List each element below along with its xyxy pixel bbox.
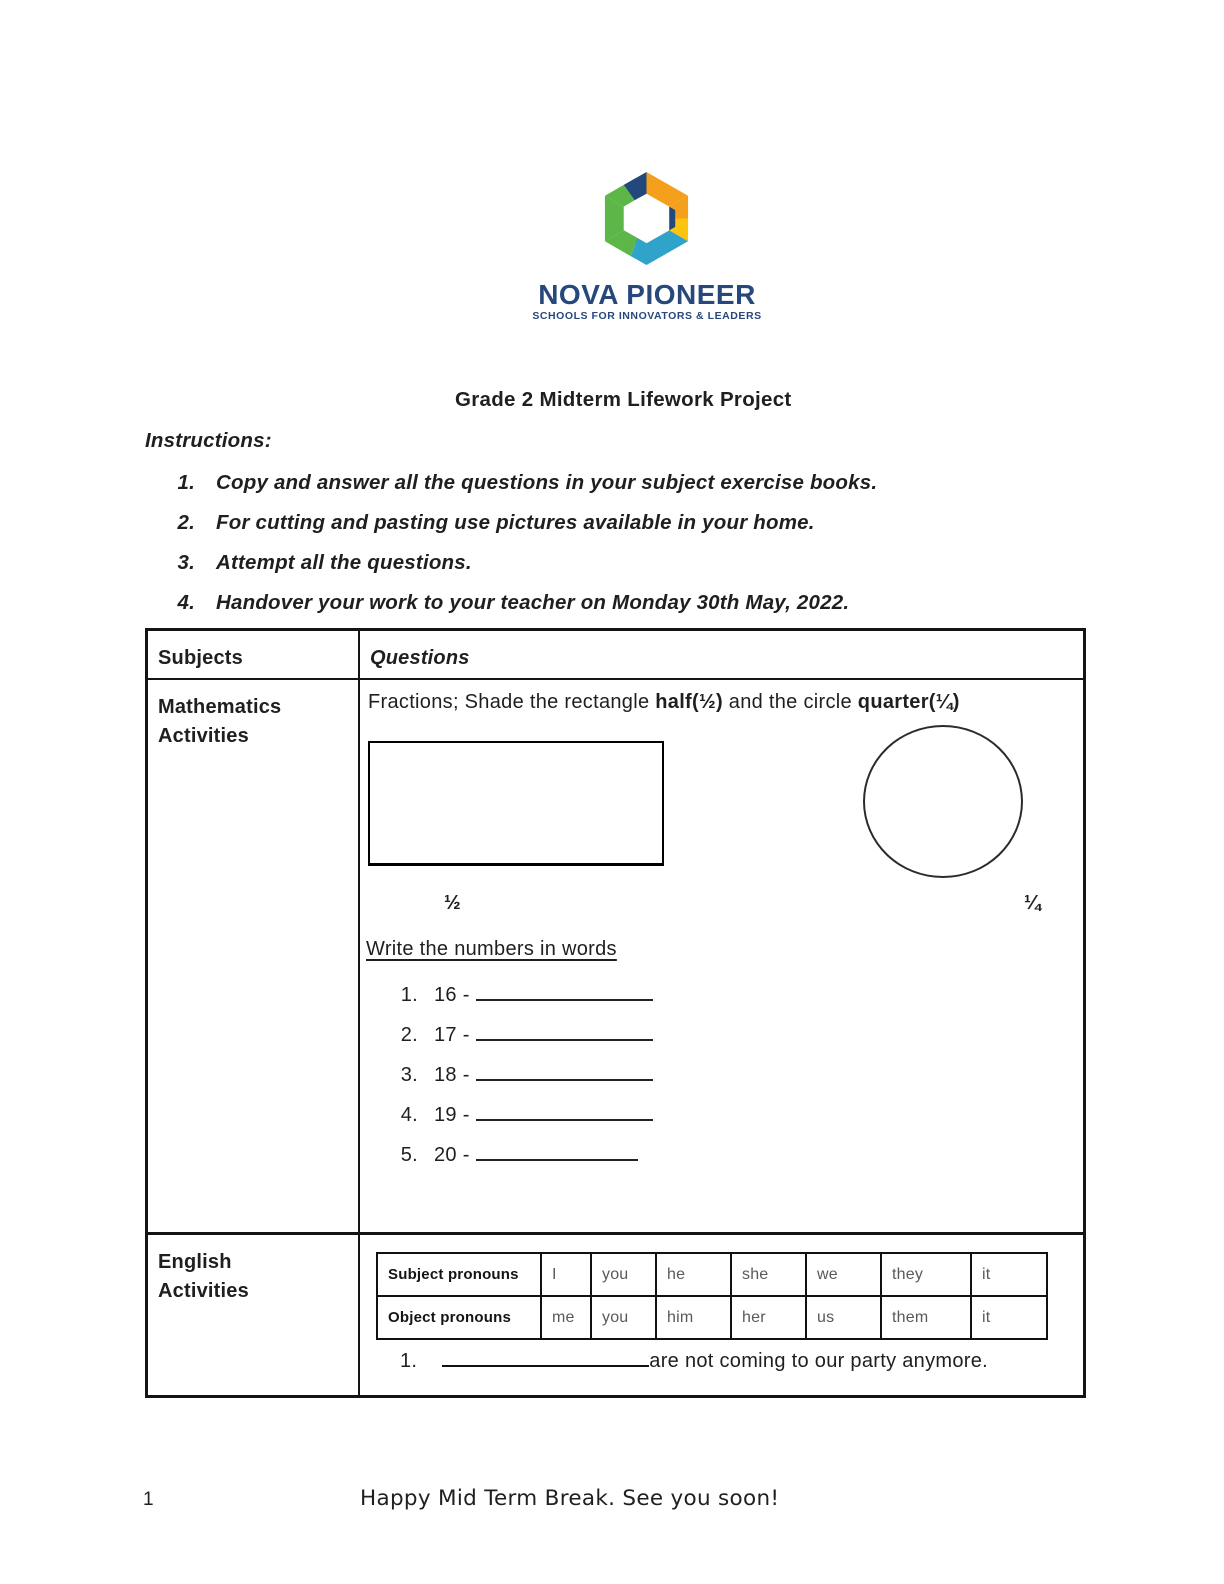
item-number: 1. [400,984,418,1006]
logo-tagline: SCHOOLS FOR INNOVATORS & LEADERS [532,310,762,322]
number-item [360,1141,1060,1181]
pronoun-table [376,1252,1048,1340]
numbers-in-words-list [360,981,1060,1181]
circle-fraction-label: ¼ [1024,892,1041,914]
question-middle: and the circle [722,691,858,713]
fractions-question [368,691,960,714]
object-pronouns-row [377,1296,1047,1339]
pronoun-cell: she [731,1253,806,1296]
pronoun-cell: it [971,1296,1047,1339]
number-item [360,1101,1060,1141]
fraction-circle-shape [863,725,1023,878]
number-item [360,1061,1060,1101]
numbers-exercise-heading: Write the numbers in words [366,938,617,960]
pronoun-cell: he [656,1253,731,1296]
english-subject-label [148,1235,358,1306]
instruction-item [145,511,1085,534]
header-cell-subjects [148,631,360,680]
rectangle-fraction-label: ½ [444,892,461,914]
answer-blank [442,1347,649,1367]
english-subject-line2: Activities [158,1280,249,1302]
math-subject-label [148,680,358,751]
number-item [360,1021,1060,1061]
pronoun-cell: her [731,1296,806,1339]
english-question-cell [360,1235,1083,1395]
pronoun-cell: we [806,1253,881,1296]
instruction-number: 3. [177,551,195,574]
instruction-text: Attempt all the questions. [216,551,472,574]
answer-blank [476,981,653,1001]
english-subject-line1: English [158,1251,232,1273]
question-half-bold: half(½) [655,691,723,713]
footer-message: Happy Mid Term Break. See you soon! [360,1486,780,1511]
pronoun-cell: they [881,1253,971,1296]
instruction-number: 2. [177,511,195,534]
subject-pronouns-row [377,1253,1047,1296]
subjects-header-label: Subjects [158,647,243,669]
logo-inner-right-navy-stripe [669,207,675,231]
fill-in-sentence [400,1347,988,1373]
math-subject-cell [148,680,360,1235]
instruction-item [145,471,1085,494]
page-title: Grade 2 Midterm Lifework Project [455,388,792,411]
instruction-item [145,591,1085,614]
item-value: 16 - [434,984,470,1006]
english-subject-cell [148,1235,360,1395]
item-value: 17 - [434,1024,470,1046]
pronoun-cell: you [591,1253,656,1296]
item-number: 2. [400,1024,418,1046]
instructions-heading: Instructions: [145,429,272,452]
item-number: 5. [400,1144,418,1166]
pronoun-row-label: Subject pronouns [377,1253,541,1296]
math-question-cell [360,680,1083,1235]
pronoun-cell: it [971,1253,1047,1296]
pronoun-cell: I [541,1253,591,1296]
instruction-text: Handover your work to your teacher on Monday 30th May, 2022. [216,591,850,614]
page-number: 1 [143,1489,154,1510]
instruction-text: For cutting and pasting use pictures available in your home. [216,511,815,534]
item-number: 3. [400,1064,418,1086]
math-subject-line2: Activities [158,725,249,747]
pronoun-cell: you [591,1296,656,1339]
item-value: 20 - [434,1144,470,1166]
pronoun-row-label: Object pronouns [377,1296,541,1339]
instruction-text: Copy and answer all the questions in your subject exercise books. [216,471,878,494]
nova-pioneer-logo-icon [597,170,696,267]
instructions-section [145,429,1085,631]
pronoun-cell: me [541,1296,591,1339]
question-prefix: Fractions; Shade the rectangle [368,691,656,713]
logo-wordmark: NOVA PIONEER [538,279,756,310]
answer-blank [476,1101,653,1121]
instruction-item [145,551,1085,574]
pronoun-cell: him [656,1296,731,1339]
fraction-rectangle-shape [368,741,664,866]
answer-blank [476,1061,653,1081]
question-quarter-bold: quarter(¼) [857,691,960,713]
header-cell-questions [360,631,1083,680]
item-value: 19 - [434,1104,470,1126]
questions-header-label: Questions [370,647,470,669]
pronoun-cell: us [806,1296,881,1339]
sentence-number: 1. [400,1350,418,1372]
worksheet-table [145,628,1086,1398]
sentence-text: are not coming to our party anymore. [649,1350,989,1372]
item-number: 4. [400,1104,418,1126]
answer-blank [476,1021,653,1041]
math-subject-line1: Mathematics [158,696,282,718]
pronoun-cell: them [881,1296,971,1339]
instruction-number: 1. [177,471,195,494]
item-value: 18 - [434,1064,470,1086]
answer-blank [476,1141,638,1161]
number-item [360,981,1060,1021]
instruction-number: 4. [177,591,195,614]
